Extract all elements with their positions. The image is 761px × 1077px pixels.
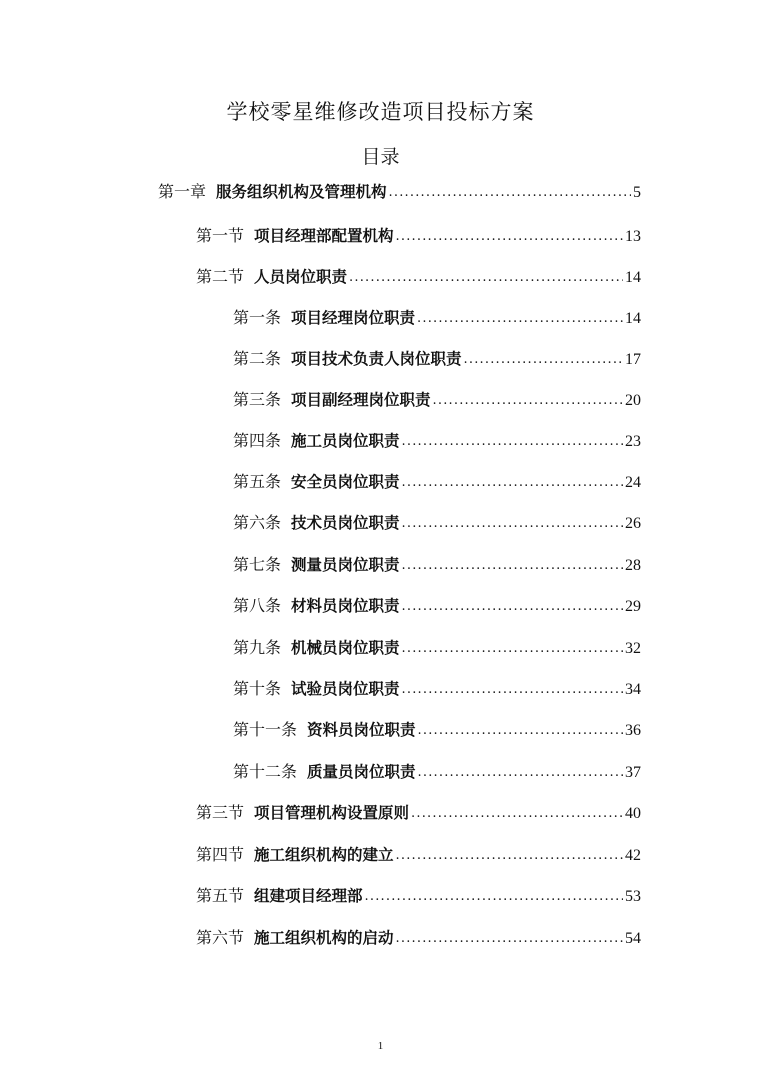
- toc-prefix: 第二条: [233, 349, 282, 368]
- toc-heading-text: 机械员岗位职责: [291, 639, 400, 657]
- toc-heading-text: 服务组织机构及管理机构: [216, 183, 387, 201]
- toc-heading-text: 施工组织机构的建立: [254, 846, 394, 864]
- toc-entry-section-5[interactable]: [196, 884, 641, 908]
- toc-prefix: 第一章: [158, 182, 207, 201]
- toc-prefix: 第七条: [233, 555, 282, 574]
- toc-prefix: 第十一条: [233, 720, 298, 739]
- toc-leader: [402, 676, 623, 702]
- toc-entry-section-3[interactable]: [196, 801, 641, 825]
- toc-page-number: 34: [625, 681, 641, 698]
- toc-page-number: 17: [625, 351, 641, 368]
- toc-prefix: 第五条: [233, 472, 282, 491]
- toc-leader: [402, 552, 623, 578]
- toc-entry-article-2[interactable]: [233, 347, 641, 371]
- toc-entry-section-2[interactable]: [196, 265, 641, 289]
- toc-heading-text: 材料员岗位职责: [291, 597, 400, 615]
- toc-entry-article-10[interactable]: [233, 677, 641, 701]
- toc-heading-text: 测量员岗位职责: [291, 556, 400, 574]
- toc-page-number: 29: [625, 598, 641, 615]
- toc-heading-text: 试验员岗位职责: [291, 680, 400, 698]
- toc-entry-article-8[interactable]: [233, 594, 641, 618]
- toc-leader: [417, 305, 623, 331]
- toc-heading-text: 项目管理机构设置原则: [254, 804, 410, 822]
- toc-page-number: 36: [625, 722, 641, 739]
- toc-heading-text: 项目副经理岗位职责: [291, 391, 431, 409]
- toc-heading-text: 施工组织机构的启动: [254, 929, 394, 947]
- toc-heading-text: 施工员岗位职责: [291, 432, 400, 450]
- toc-heading-text: 安全员岗位职责: [291, 473, 400, 491]
- toc-entry-article-9[interactable]: [233, 636, 641, 660]
- toc-entry-article-3[interactable]: [233, 388, 641, 412]
- toc-entry-article-6[interactable]: [233, 511, 641, 535]
- toc-leader: [418, 717, 623, 743]
- toc-page-number: 23: [625, 433, 641, 450]
- toc-leader: [433, 387, 623, 413]
- document-title: 学校零星维修改造项目投标方案: [226, 100, 535, 124]
- toc-leader: [402, 469, 623, 495]
- toc-leader: [402, 428, 623, 454]
- toc-prefix: 第十二条: [233, 762, 298, 781]
- toc-entry-article-12[interactable]: [233, 760, 641, 784]
- toc-page-number: 40: [625, 805, 641, 822]
- toc-leader: [349, 264, 623, 290]
- toc-heading-text: 资料员岗位职责: [307, 721, 416, 739]
- toc-entry-article-7[interactable]: [233, 553, 641, 577]
- toc-entry-section-4[interactable]: [196, 843, 641, 867]
- toc-leader: [396, 925, 623, 951]
- toc-leader: [389, 179, 631, 205]
- toc-prefix: 第六条: [233, 513, 282, 532]
- footer-page-number: 1: [377, 1040, 384, 1052]
- toc-leader: [402, 635, 623, 661]
- toc-heading-text: 项目技术负责人岗位职责: [291, 350, 462, 368]
- toc-entry-section-1[interactable]: [196, 224, 641, 248]
- toc-leader: [402, 510, 623, 536]
- toc-page-number: 24: [625, 474, 641, 491]
- toc-page-number: 28: [625, 557, 641, 574]
- toc-prefix: 第四条: [233, 431, 282, 450]
- toc-entry-article-1[interactable]: [233, 306, 641, 330]
- toc-page-number: 32: [625, 640, 641, 657]
- toc-entry-article-11[interactable]: [233, 718, 641, 742]
- toc-heading-text: 质量员岗位职责: [307, 763, 416, 781]
- toc-page-number: 53: [625, 888, 641, 905]
- toc-prefix: 第三节: [196, 803, 245, 822]
- toc-prefix: 第四节: [196, 845, 245, 864]
- toc-page-number: 14: [625, 310, 641, 327]
- toc-prefix: 第六节: [196, 928, 245, 947]
- toc-page-number: 20: [625, 392, 641, 409]
- toc-leader: [396, 223, 623, 249]
- toc-prefix: 第二节: [196, 267, 245, 286]
- toc-leader: [411, 800, 623, 826]
- toc-prefix: 第八条: [233, 596, 282, 615]
- toc-heading-text: 项目经理岗位职责: [291, 309, 416, 327]
- toc-entry-section-6[interactable]: [196, 926, 641, 950]
- toc-heading-text: 组建项目经理部: [254, 887, 363, 905]
- toc-prefix: 第一条: [233, 308, 282, 327]
- toc-page-number: 54: [625, 930, 641, 947]
- toc-heading: 目录: [361, 146, 400, 168]
- toc-page-number: 42: [625, 847, 641, 864]
- toc-leader: [365, 883, 623, 909]
- toc-entry-chapter-1[interactable]: [158, 180, 641, 204]
- toc-heading-text: 项目经理部配置机构: [254, 227, 394, 245]
- toc-page-number: 37: [625, 764, 641, 781]
- toc-page-number: 26: [625, 515, 641, 532]
- toc-page-number: 13: [625, 228, 641, 245]
- toc-heading-text: 技术员岗位职责: [291, 514, 400, 532]
- toc-leader: [402, 593, 623, 619]
- toc-leader: [396, 842, 623, 868]
- toc-prefix: 第九条: [233, 638, 282, 657]
- toc-prefix: 第十条: [233, 679, 282, 698]
- toc-page-number: 14: [625, 269, 641, 286]
- toc-entry-article-4[interactable]: [233, 429, 641, 453]
- toc-heading-text: 人员岗位职责: [254, 268, 348, 286]
- toc-prefix: 第三条: [233, 390, 282, 409]
- toc-leader: [464, 346, 623, 372]
- toc-prefix: 第五节: [196, 886, 245, 905]
- toc-prefix: 第一节: [196, 226, 245, 245]
- toc-page-number: 5: [633, 184, 641, 201]
- toc-entry-article-5[interactable]: [233, 470, 641, 494]
- toc-leader: [418, 759, 623, 785]
